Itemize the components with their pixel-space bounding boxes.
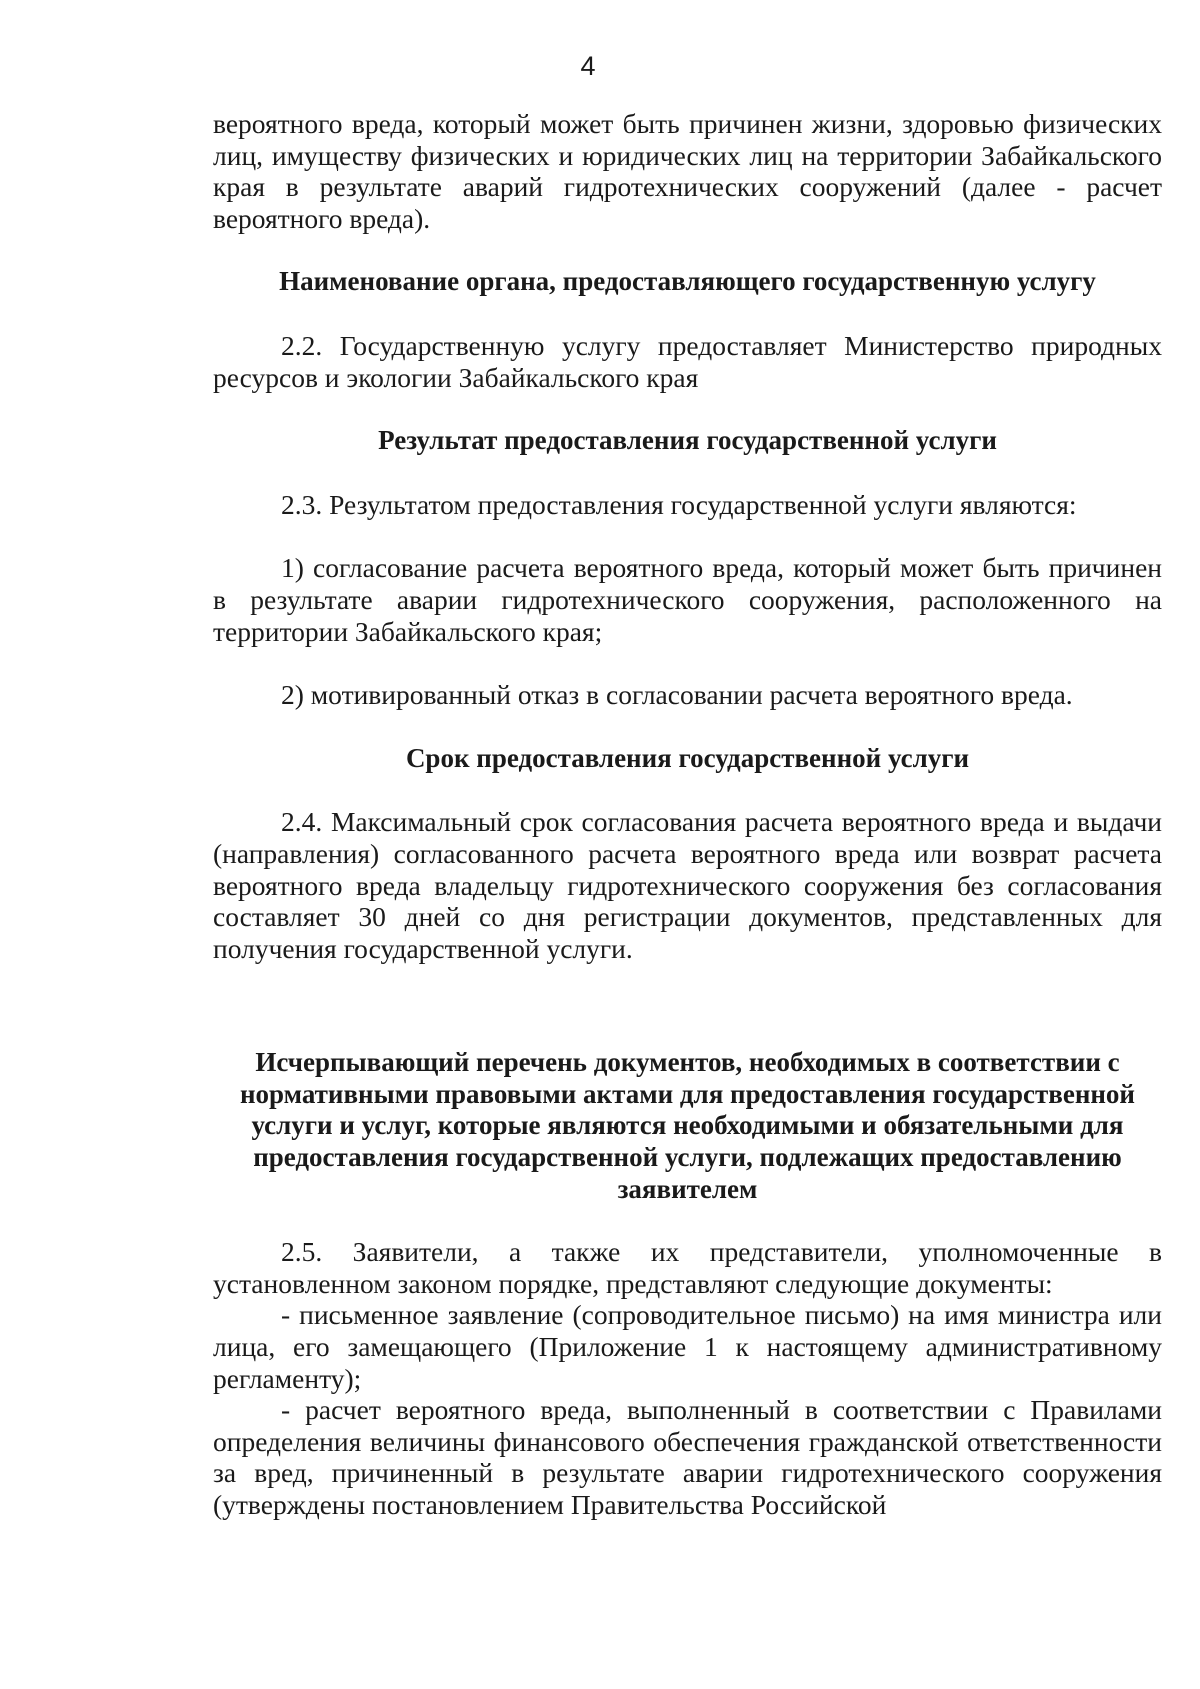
heading-service-term: Срок предоставления государственной услуги [405,742,970,773]
page-number: 4 [580,51,596,81]
list-item-calculation: - расчет вероятного вреда, выполненный в соответствии с Правилами определения величины финансового обеспечения гражданской ответственности за вред, причиненный в результате аварии гидротехнического сооружения (утверждены постановлением Правительства Российской [213,1394,1162,1520]
heading-service-result: Результат предоставления государственной услуги [378,425,997,456]
paragraph-2-2: 2.2. Государственную услугу предоставляет Министерство природных ресурсов и экологии Забайкальского края [213,329,1162,393]
list-item-application: - письменное заявление (сопроводительное письмо) на имя министра или лица, его замещающего (Приложение 1 к настоящему административному регламенту); [213,1299,1162,1394]
paragraph-2-3: 2.3. Результатом предоставления государственной услуги являются: [281,488,1077,520]
list-item-1: 1) согласование расчета вероятного вреда, который может быть причинен в результате аварии гидротехнического сооружения, расположенного на территории Забайкальского края; [213,552,1162,647]
document-body [213,108,1162,1521]
list-item-2: 2) мотивированный отказ в согласовании расчета вероятного вреда. [281,679,1073,711]
paragraph-2-5: 2.5. Заявители, а также их представители, уполномоченные в установленном законом порядке, представляют следующие документы: [213,1236,1162,1299]
heading-documents-list: Исчерпывающий перечень документов, необходимых в соответствии с нормативными правовыми актами для предоставления государственной услуги и услуг, которые являются необходимыми и обязательными для предоставления государственной услуги, подлежащих предоставлению заявителем [239,1047,1135,1204]
paragraph-intro-continuation: вероятного вреда, который может быть причинен жизни, здоровью физических лиц, имуществу физических и юридических лиц на территории Забайкальского края в результате аварий гидротехнических сооружений (далее - расчет вероятного вреда). [213,108,1162,234]
heading-service-provider: Наименование органа, предоставляющего государственную услугу [279,266,1096,297]
paragraph-2-4: 2.4. Максимальный срок согласования расчета вероятного вреда и выдачи (направления) согласованного расчета вероятного вреда или возврат расчета вероятного вреда владельцу гидротехнического сооружения без согласования составляет 30 дней со дня регистрации документов, представленных для получения государственной услуги. [213,806,1162,964]
